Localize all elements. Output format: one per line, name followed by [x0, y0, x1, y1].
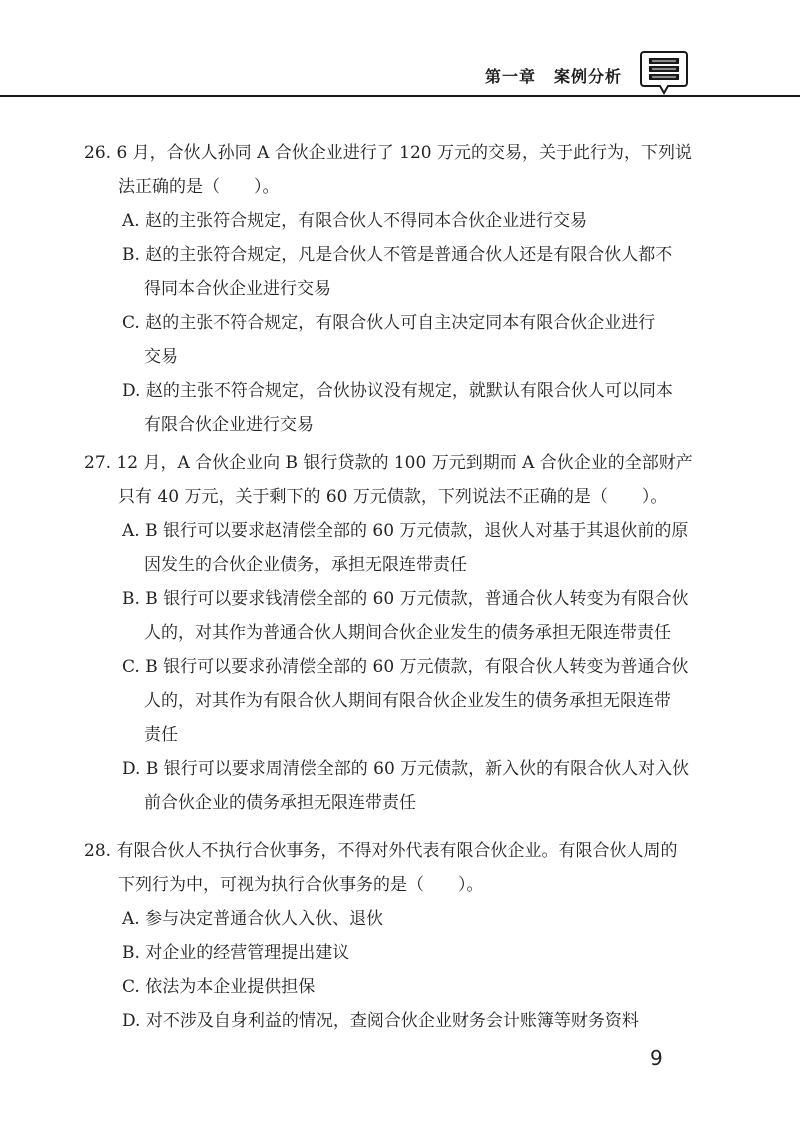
option-b-line: B. B 银行可以要求钱清偿全部的 60 万元债款，普通合伙人转变为有限合伙: [122, 589, 689, 609]
question-26-stem-line: 26. 6 月，合伙人孙同 A 合伙企业进行了 120 万元的交易，关于此行为，下列说: [84, 143, 692, 163]
option-c-line: 交易: [144, 347, 178, 367]
option-b-line: 人的，对其作为普通合伙人期间合伙企业发生的债务承担无限连带责任: [144, 623, 671, 643]
option-b-line: B. 对企业的经营管理提出建议: [122, 943, 350, 963]
page-header: [0, 0, 800, 100]
header-rule: [0, 95, 800, 97]
question-26-stem-line: 法正确的是（ ）。: [118, 177, 280, 197]
option-d-line: D. 赵的主张不符合规定，合伙协议没有规定，就默认有限合伙人可以同本: [122, 381, 673, 401]
question-27-stem-line: 只有 40 万元，关于剩下的 60 万元债款，下列说法不正确的是（ ）。: [118, 487, 668, 507]
page-number: 9: [650, 1046, 663, 1070]
running-title: [485, 64, 622, 87]
section-label: 案例分析: [553, 67, 622, 86]
option-c-line: 人的，对其作为有限合伙人期间有限合伙企业发生的债务承担无限连带: [144, 691, 671, 711]
option-b-line: B. 赵的主张符合规定，凡是合伙人不管是普通合伙人还是有限合伙人都不: [122, 245, 673, 265]
option-c-line: 责任: [144, 725, 178, 745]
question-27-stem-line: 27. 12 月，A 合伙企业向 B 银行贷款的 100 万元到期而 A 合伙企业的全部财产: [84, 453, 693, 473]
option-c-line: C. B 银行可以要求孙清偿全部的 60 万元债款，有限合伙人转变为普通合伙: [122, 657, 689, 677]
question-28-stem-line: 下列行为中，可视为执行合伙事务的是（ ）。: [118, 875, 484, 895]
option-d-line: 有限合伙企业进行交易: [144, 415, 314, 435]
option-a-line: 因发生的合伙企业债务，承担无限连带责任: [144, 555, 467, 575]
option-c-line: C. 赵的主张不符合规定，有限合伙人可自主决定同本有限合伙企业进行: [122, 313, 656, 333]
option-b-line: 得同本合伙企业进行交易: [144, 279, 331, 299]
question-28-stem-line: 28. 有限合伙人不执行合伙事务，不得对外代表有限合伙企业。有限合伙人周的: [84, 841, 678, 861]
option-a-line: A. B 银行可以要求赵清偿全部的 60 万元债款，退伙人对基于其退伙前的原: [122, 521, 689, 541]
option-a-line: A. 参与决定普通合伙人入伙、退伙: [122, 909, 384, 929]
option-d-line: D. 对不涉及自身利益的情况，查阅合伙企业财务会计账簿等财务资料: [122, 1011, 639, 1031]
option-d-line: D. B 银行可以要求周清偿全部的 60 万元债款，新入伙的有限合伙人对入伙: [122, 759, 690, 779]
book-stack-icon: [640, 48, 688, 96]
option-a-line: A. 赵的主张符合规定，有限合伙人不得同本合伙企业进行交易: [122, 211, 588, 231]
option-d-line: 前合伙企业的债务承担无限连带责任: [144, 793, 416, 813]
chapter-label: 第一章: [484, 67, 536, 86]
option-c-line: C. 依法为本企业提供担保: [122, 977, 316, 997]
